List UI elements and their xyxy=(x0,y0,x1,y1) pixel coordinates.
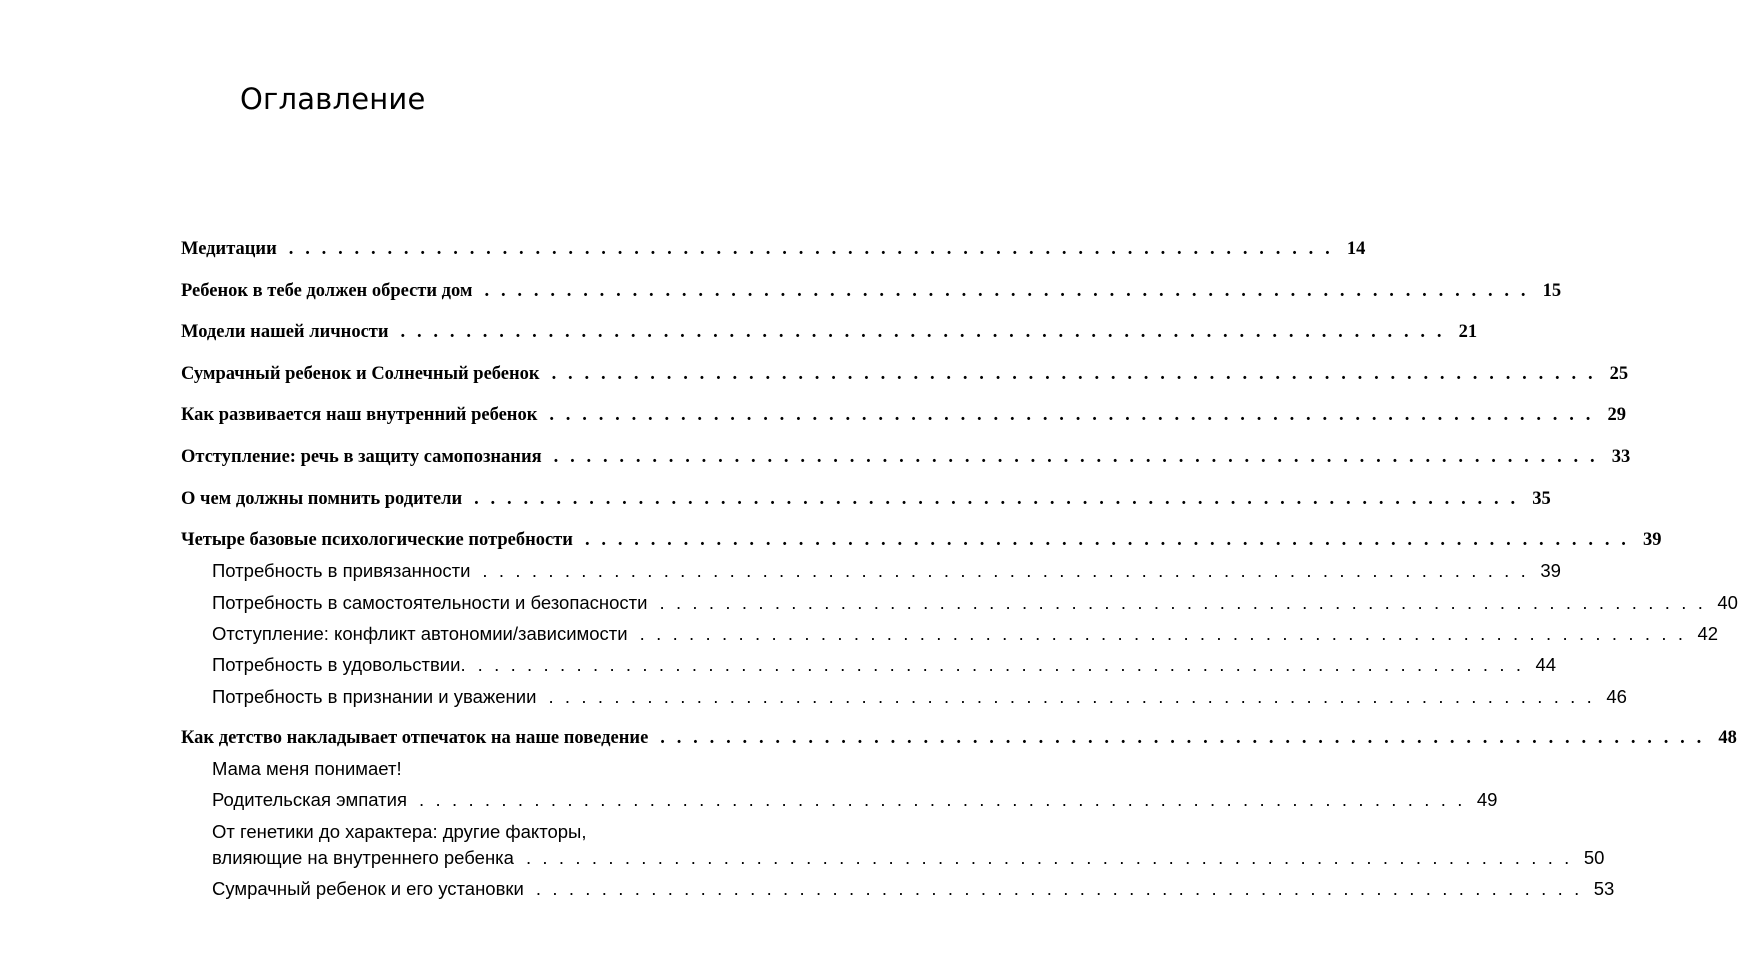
toc-entry-title: Как детство накладывает отпечаток на наше поведение xyxy=(181,727,649,748)
toc-entry[interactable] xyxy=(181,444,1631,486)
toc-subentry[interactable] xyxy=(181,876,1615,907)
toc-entry-title: Потребность в удовольствии. xyxy=(212,654,466,676)
toc-page-number: 35 xyxy=(1532,488,1551,509)
toc-entry-title: О чем должны помнить родители xyxy=(181,488,463,509)
dot-leader: . . . . . . . . . . . . . . . . . . . . . . . . . . . . . . . . . . . . . . . . . . . . . . . . . . . . . . . . . . . . . . . . xyxy=(525,846,1573,868)
toc-page-number: 49 xyxy=(1476,789,1498,811)
toc-entry-title: Модели нашей личности xyxy=(181,322,389,343)
dot-leader: . . . . . . . . . . . . . . . . . . . . . . . . . . . . . . . . . . . . . . . . . . . . . . . . . . . . . . . . . . . . . . . . xyxy=(549,405,1594,426)
toc-subentry[interactable] xyxy=(181,819,789,845)
toc-entry-title: Ребенок в тебе должен обрести дом xyxy=(181,280,473,301)
toc-subentry[interactable] xyxy=(181,590,1738,621)
toc-entry-title: Четыре базовые психологические потребности xyxy=(181,530,573,551)
toc-entry-title: Отступление: речь в защиту самопознания xyxy=(181,446,542,467)
toc-page-number: 14 xyxy=(1346,239,1366,259)
toc-entry-title: Родительская эмпатия xyxy=(212,789,407,811)
toc-entry-title: Сумрачный ребенок и его установки xyxy=(212,877,524,899)
toc-page-number: 39 xyxy=(1540,560,1561,582)
toc-subentry[interactable] xyxy=(181,756,789,787)
toc-subentry[interactable] xyxy=(181,558,1561,589)
toc-entry[interactable] xyxy=(181,527,1662,558)
toc-entry-title: Мама меня понимает! xyxy=(212,757,402,779)
toc-page-number: 40 xyxy=(1717,591,1738,613)
toc-entry-title: Потребность в самостоятельности и безопасности xyxy=(212,591,648,613)
toc-subentry[interactable] xyxy=(181,652,1557,683)
toc-entry[interactable] xyxy=(181,361,1629,403)
dot-leader: . . . . . . . . . . . . . . . . . . . . . . . . . . . . . . . . . . . . . . . . . . . . . . . . . . . . . . . . . . . . . . . . xyxy=(477,654,1525,676)
toc-entry-title: Отступление: конфликт автономии/зависимости xyxy=(212,622,628,644)
toc-entry[interactable] xyxy=(181,236,1366,278)
dot-leader: . . . . . . . . . . . . . . . . . . . . . . . . . . . . . . . . . . . . . . . . . . . . . . . . . . . . . . . . . . . . . . . . xyxy=(419,789,1466,811)
dot-leader: . . . . . . . . . . . . . . . . . . . . . . . . . . . . . . . . . . . . . . . . . . . . . . . . . . . . . . . . . . . . . . . . xyxy=(584,530,1630,551)
dot-leader: . . . . . . . . . . . . . . . . . . . . . . . . . . . . . . . . . . . . . . . . . . . . . . . . . . . . . . . . . . . . . . . . xyxy=(551,363,1597,384)
dot-leader: . . . . . . . . . . . . . . . . . . . . . . . . . . . . . . . . . . . . . . . . . . . . . . . . . . . . . . . . . . . . . . . . xyxy=(659,591,1706,613)
dot-leader: . . . . . . . . . . . . . . . . . . . . . . . . . . . . . . . . . . . . . . . . . . . . . . . . . . . . . . . . . . . . . . . . xyxy=(535,877,1583,899)
toc-entry[interactable] xyxy=(181,725,1737,756)
dot-leader: . . . . . . . . . . . . . . . . . . . . . . . . . . . . . . . . . . . . . . . . . . . . . . . . . . . . . . . . . . . . . . . . xyxy=(484,280,1530,301)
toc-page-number: 53 xyxy=(1593,877,1615,899)
dot-leader: . . . . . . . . . . . . . . . . . . . . . . . . . . . . . . . . . . . . . . . . . . . . . . . . . . . . . . . . . . . . . . . . xyxy=(400,322,1446,343)
toc-page-number: 44 xyxy=(1535,654,1557,676)
toc-page-number: 21 xyxy=(1458,322,1478,343)
toc-page-number: 46 xyxy=(1606,685,1627,707)
toc-entry-title: Медитации xyxy=(181,239,277,259)
toc-entry-title: Сумрачный ребенок и Солнечный ребенок xyxy=(181,363,540,384)
dot-leader: . . . . . . . . . . . . . . . . . . . . . . . . . . . . . . . . . . . . . . . . . . . . . . . . . . . . . . . . . . . . . . . . xyxy=(553,446,1599,467)
dot-leader: . . . . . . . . . . . . . . . . . . . . . . . . . . . . . . . . . . . . . . . . . . . . . . . . . . . . . . . . . . . . . . . . xyxy=(639,622,1687,644)
toc-subentry[interactable] xyxy=(181,787,1498,818)
table-of-contents xyxy=(181,236,1738,907)
toc-entry[interactable] xyxy=(181,402,1626,444)
toc-page-number: 33 xyxy=(1611,446,1631,467)
toc-entry-title: влияющие на внутреннего ребенка xyxy=(212,846,514,868)
toc-subentry[interactable] xyxy=(181,684,1627,725)
toc-page-number: 42 xyxy=(1697,622,1719,644)
toc-entry-title: Потребность в признании и уважении xyxy=(212,685,537,707)
toc-entry-title: Как развивается наш внутренний ребенок xyxy=(181,405,538,426)
toc-entry-title: От генетики до характера: другие факторы, xyxy=(212,820,587,842)
toc-entry[interactable] xyxy=(181,486,1551,528)
page-title: Оглавление xyxy=(240,82,426,116)
toc-entry[interactable] xyxy=(181,278,1562,320)
toc-page-number: 48 xyxy=(1718,727,1737,748)
toc-page-number: 50 xyxy=(1583,846,1605,868)
dot-leader: . . . . . . . . . . . . . . . . . . . . . . . . . . . . . . . . . . . . . . . . . . . . . . . . . . . . . . . . . . . . . . . . xyxy=(474,488,1519,509)
dot-leader: . . . . . . . . . . . . . . . . . . . . . . . . . . . . . . . . . . . . . . . . . . . . . . . . . . . . . . . . . . . . . . . . xyxy=(482,560,1529,582)
dot-leader: . . . . . . . . . . . . . . . . . . . . . . . . . . . . . . . . . . . . . . . . . . . . . . . . . . . . . . . . . . . . . . . . xyxy=(660,727,1705,748)
dot-leader: . . . . . . . . . . . . . . . . . . . . . . . . . . . . . . . . . . . . . . . . . . . . . . . . . . . . . . . . . . . . . . . . xyxy=(288,239,1334,259)
toc-page-number: 25 xyxy=(1609,363,1629,384)
toc-subentry[interactable] xyxy=(181,621,1719,652)
dot-leader: . . . . . . . . . . . . . . . . . . . . . . . . . . . . . . . . . . . . . . . . . . . . . . . . . . . . . . . . . . . . . . . . xyxy=(548,685,1595,707)
toc-entry[interactable] xyxy=(181,319,1478,361)
toc-page-number: 39 xyxy=(1643,530,1662,551)
toc-page-number: 29 xyxy=(1607,405,1626,426)
toc-page-number: 15 xyxy=(1542,280,1562,301)
toc-subentry-continuation[interactable] xyxy=(181,845,1605,876)
toc-entry-title: Потребность в привязанности xyxy=(212,560,471,582)
